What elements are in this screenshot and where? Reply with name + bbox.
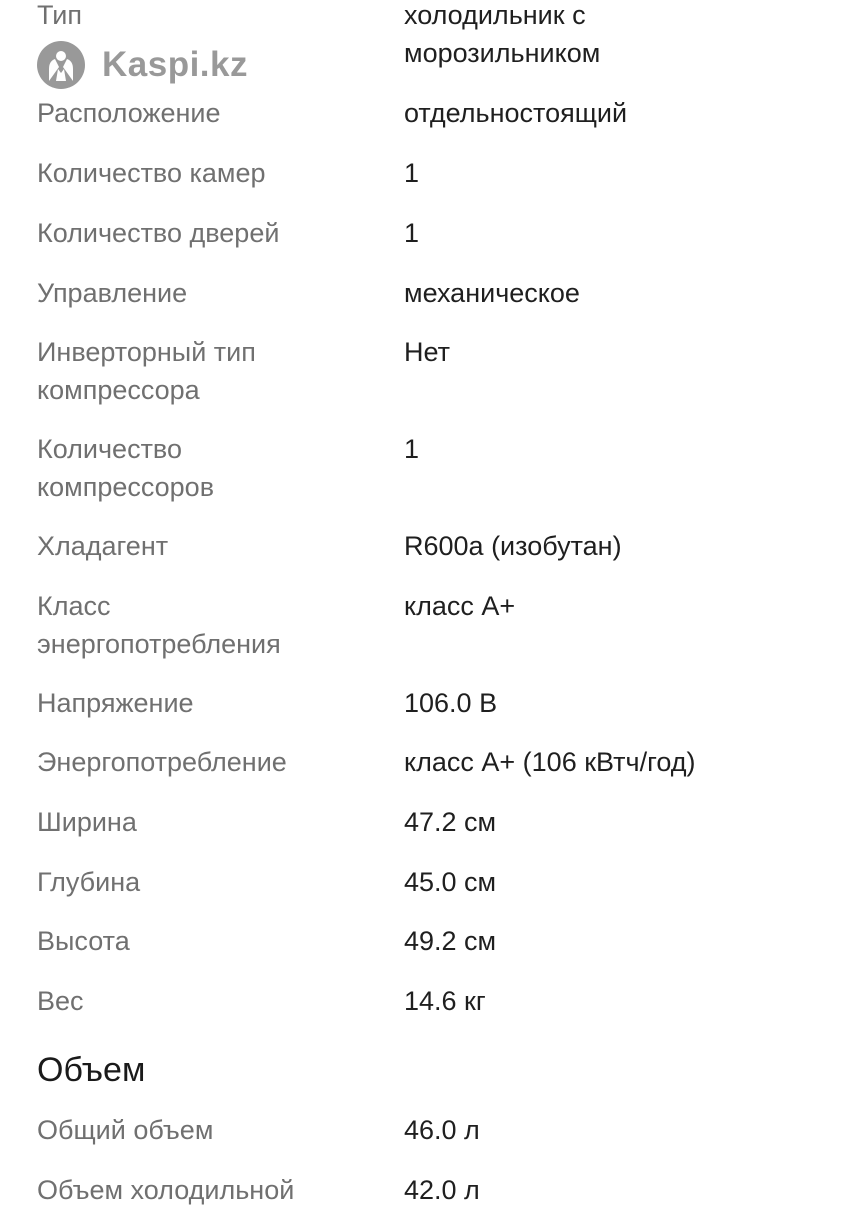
spec-label: Управление: [37, 278, 188, 308]
spec-label: Энергопотребление: [37, 747, 287, 777]
spec-label: Ширина: [37, 807, 137, 837]
spec-value: 1: [404, 434, 420, 464]
watermark-text: Kaspi.kz: [102, 45, 248, 84]
spec-label: Общий объем: [37, 1115, 214, 1145]
spec-label: Высота: [37, 926, 130, 956]
spec-value: 1: [404, 218, 420, 248]
spec-value: 49.2 см: [404, 926, 497, 956]
spec-label: Расположение: [37, 98, 221, 128]
spec-value: холодильник с морозильником: [404, 0, 601, 68]
spec-value: 42.0 л: [404, 1175, 480, 1205]
spec-label: Объем холодильной: [37, 1175, 295, 1205]
spec-value: класс A+: [404, 591, 516, 621]
spec-value: механическое: [404, 278, 580, 308]
spec-value: 1: [404, 158, 420, 188]
kaspi-watermark: [36, 40, 248, 90]
spec-value: 46.0 л: [404, 1115, 480, 1145]
spec-label: Количество компрессоров: [37, 434, 215, 502]
spec-label: Количество камер: [37, 158, 266, 188]
kaspi-logo-icon: [36, 40, 86, 90]
spec-label: Вес: [37, 986, 84, 1016]
spec-label: Глубина: [37, 867, 141, 897]
spec-label: Количество дверей: [37, 218, 280, 248]
spec-label: Тип: [37, 0, 83, 30]
spec-value: класс A+ (106 кВтч/год): [404, 747, 696, 777]
spec-label: Класс энергопотребления: [37, 591, 281, 659]
spec-label: Напряжение: [37, 688, 194, 718]
spec-value: 106.0 В: [404, 688, 498, 718]
spec-label: Хладагент: [37, 531, 169, 561]
section-title-volume: Объем: [37, 1051, 146, 1089]
spec-value: отдельностоящий: [404, 98, 628, 128]
spec-value: 47.2 см: [404, 807, 497, 837]
spec-value: Нет: [404, 337, 450, 367]
spec-value: 45.0 см: [404, 867, 497, 897]
spec-label: Инверторный тип компрессора: [37, 337, 256, 405]
spec-value: R600a (изобутан): [404, 531, 622, 561]
spec-value: 14.6 кг: [404, 986, 486, 1016]
